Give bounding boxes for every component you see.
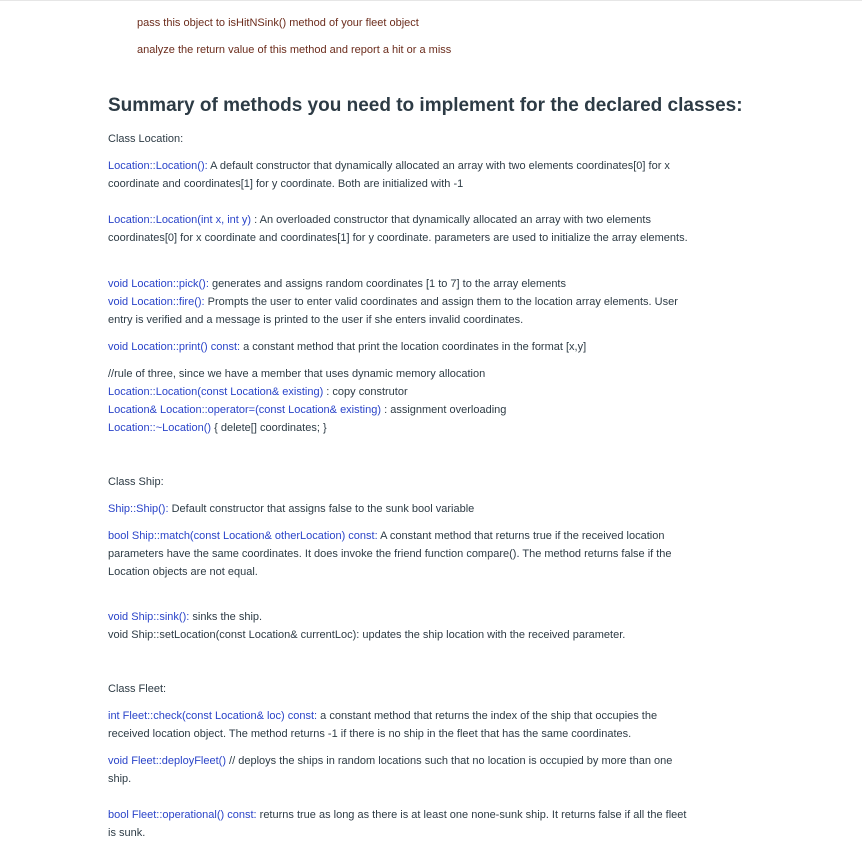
ship-ctor-desc: Default constructor that assigns false to the sunk bool variable bbox=[168, 503, 475, 515]
fleet-check-signature: int Fleet::check(const Location& loc) const: bbox=[108, 710, 318, 722]
location-print bbox=[108, 338, 748, 356]
ship-default-ctor bbox=[108, 500, 748, 518]
top-divider bbox=[0, 0, 862, 1]
fleet-deploy-desc-2: ship. bbox=[108, 773, 132, 785]
location-overloaded-ctor-signature: Location::Location(int x, int y) bbox=[108, 214, 252, 226]
location-dtor-signature: Location::~Location() bbox=[108, 422, 212, 434]
location-print-signature: void Location::print() const: bbox=[108, 341, 241, 353]
location-default-ctor-desc-2: coordinate and coordinates[1] for y coordinate. Both are initialized with -1 bbox=[108, 178, 464, 190]
location-default-ctor bbox=[108, 157, 748, 193]
location-rule-of-three bbox=[108, 365, 748, 437]
location-pick-signature: void Location::pick(): bbox=[108, 278, 209, 290]
ship-ctor-signature: Ship::Ship(): bbox=[108, 503, 169, 515]
location-default-ctor-signature: Location::Location(): bbox=[108, 160, 208, 172]
fleet-operational bbox=[108, 806, 748, 842]
location-pick-desc: generates and assigns random coordinates [1 to 7] to the array elements bbox=[208, 278, 566, 290]
location-fire-desc-2: entry is verified and a message is printed to the user if she enters invalid coordinates. bbox=[108, 314, 524, 326]
location-assign-desc: : assignment overloading bbox=[381, 404, 507, 416]
fleet-deploy bbox=[108, 752, 748, 788]
class-ship-title: Class Ship: bbox=[108, 476, 164, 488]
location-copy-ctor-desc: : copy construtor bbox=[323, 386, 408, 398]
ship-match-desc-3: Location objects are not equal. bbox=[108, 566, 258, 578]
ship-sink-setlocation bbox=[108, 608, 748, 644]
ship-match bbox=[108, 527, 748, 581]
fleet-check bbox=[108, 707, 748, 743]
location-assign-signature: Location& Location::operator=(const Location& existing) bbox=[108, 404, 382, 416]
intro-step-1: pass this object to isHitNSink() method of your fleet object bbox=[137, 17, 419, 29]
class-fleet-title: Class Fleet: bbox=[108, 683, 167, 695]
location-copy-ctor-signature: Location::Location(const Location& existing) bbox=[108, 386, 324, 398]
fleet-operational-desc: returns true as long as there is at least one none-sunk ship. It returns false if all the fleet bbox=[256, 809, 687, 821]
fleet-deploy-desc: // deploys the ships in random locations such that no location is occupied by more than one bbox=[226, 755, 673, 767]
location-pick-fire bbox=[108, 275, 748, 329]
fleet-deploy-signature: void Fleet::deployFleet() bbox=[108, 755, 226, 767]
location-dtor-desc: { delete[] coordinates; } bbox=[211, 422, 327, 434]
location-print-desc: a constant method that print the location coordinates in the format [x,y] bbox=[240, 341, 587, 353]
ship-setlocation-line: void Ship::setLocation(const Location& currentLoc): updates the ship location with the received parameter. bbox=[108, 629, 626, 641]
location-fire-signature: void Location::fire(): bbox=[108, 296, 205, 308]
location-overloaded-ctor-desc: : An overloaded constructor that dynamically allocated an array with two elements bbox=[251, 214, 651, 226]
fleet-operational-desc-2: is sunk. bbox=[108, 827, 146, 839]
summary-heading: Summary of methods you need to implement for the declared classes: bbox=[108, 95, 743, 116]
location-fire-desc: Prompts the user to enter valid coordinates and assign them to the location array elements. User bbox=[204, 296, 678, 308]
location-default-ctor-desc: A default constructor that dynamically allocated an array with two elements coordinates[0] for x bbox=[207, 160, 670, 172]
class-location-title: Class Location: bbox=[108, 133, 184, 145]
ship-sink-desc: sinks the ship. bbox=[189, 611, 263, 623]
fleet-check-desc-2: received location object. The method returns -1 if there is no ship in the fleet that has the same coordinates. bbox=[108, 728, 632, 740]
fleet-operational-signature: bool Fleet::operational() const: bbox=[108, 809, 257, 821]
location-overloaded-ctor bbox=[108, 211, 748, 247]
rule-of-three-comment: //rule of three, since we have a member that uses dynamic memory allocation bbox=[108, 368, 486, 380]
ship-match-desc: A constant method that returns true if the received location bbox=[377, 530, 665, 542]
fleet-check-desc: a constant method that returns the index of the ship that occupies the bbox=[317, 710, 658, 722]
ship-sink-signature: void Ship::sink(): bbox=[108, 611, 190, 623]
location-overloaded-ctor-desc-2: coordinates[0] for x coordinate and coordinates[1] for y coordinate. parameters are used to initialize the array elements. bbox=[108, 232, 688, 244]
ship-match-signature: bool Ship::match(const Location& otherLocation) const: bbox=[108, 530, 378, 542]
ship-match-desc-2: parameters have the same coordinates. It does invoke the friend function compare(). The method returns false if the bbox=[108, 548, 672, 560]
intro-step-2: analyze the return value of this method and report a hit or a miss bbox=[137, 44, 452, 56]
